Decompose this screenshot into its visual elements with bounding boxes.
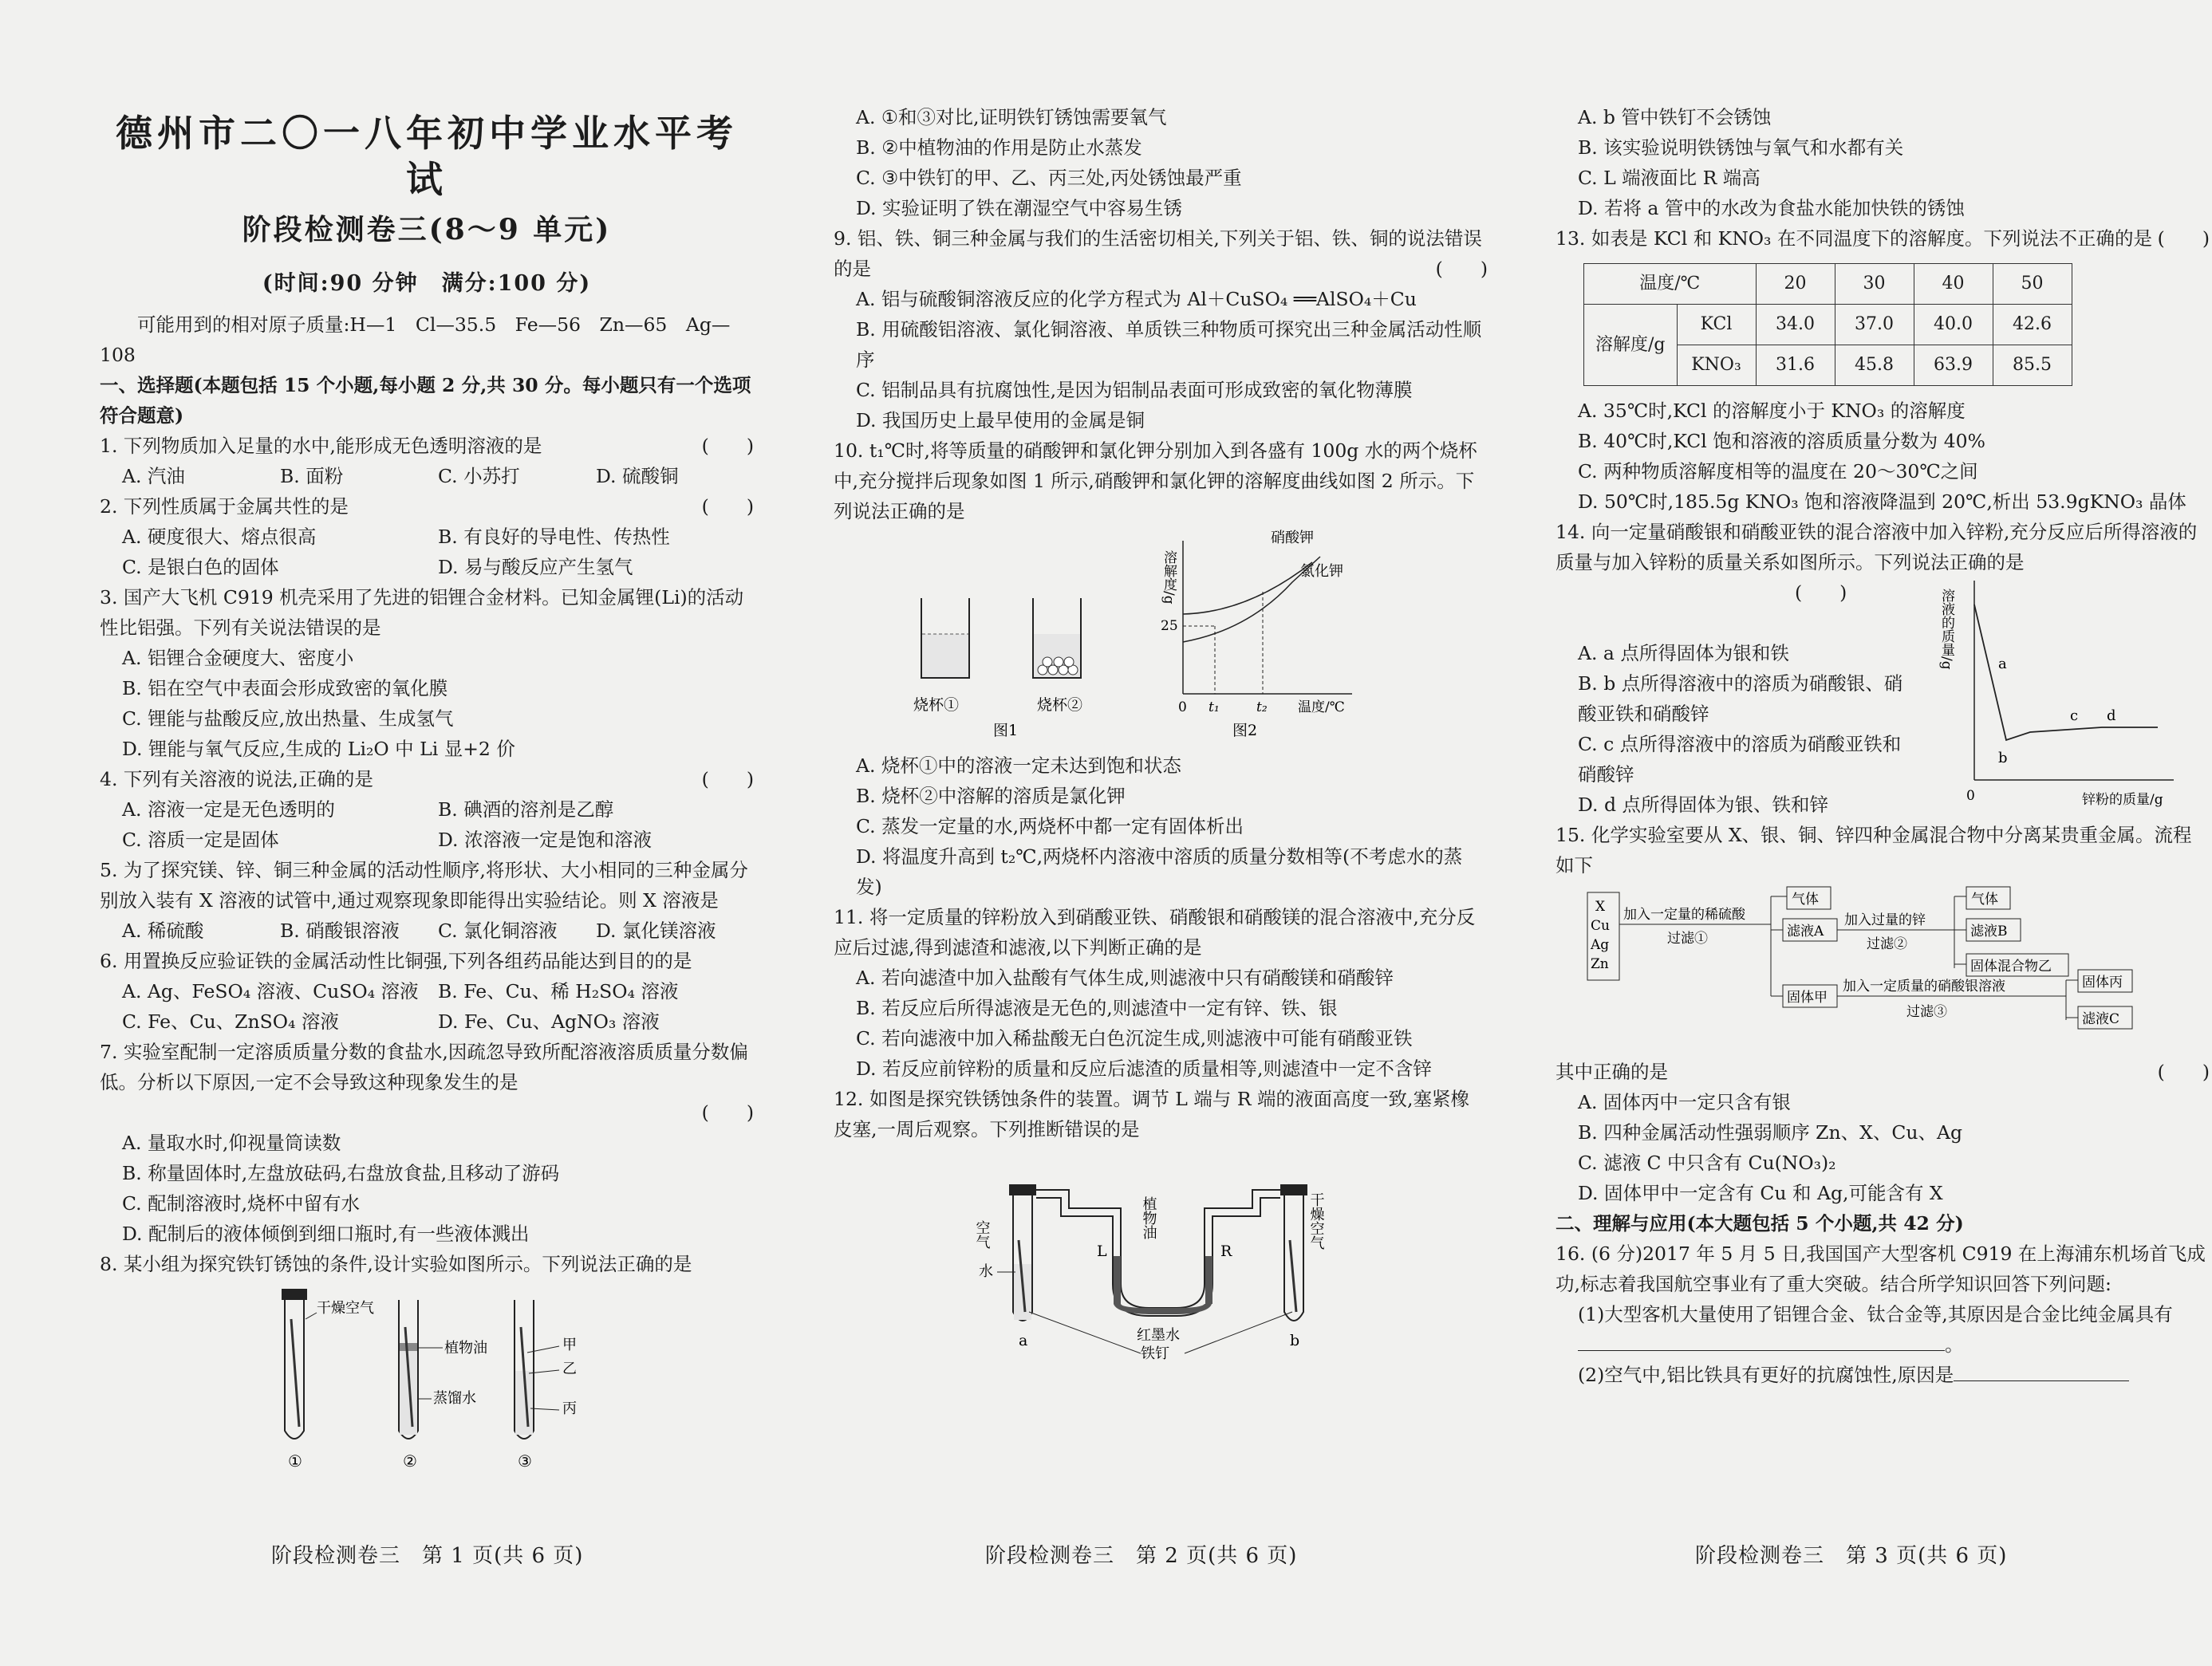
atomic-masses: 可能用到的相对原子质量:H—1 Cl—35.5 Fe—56 Zn—65 Ag—108 [100, 313, 731, 366]
question-stem: 5. 为了探究镁、锌、铜三种金属的活动性顺序,将形状、大小相同的三种金属分别放入装有 X 溶液的试管中,通过观察现象即能得出实验结论。则 X 溶液是 [100, 859, 748, 912]
filter-1-label: 过滤① [1667, 931, 1708, 947]
question-stem: 8. 某小组为探究铁钉锈蚀的条件,设计实验如图所示。下列说法正确的是 [100, 1253, 692, 1275]
option-b: B. 烧杯②中溶解的溶质是氯化钾 [856, 785, 1126, 807]
label-tube-3: ③ [518, 1451, 532, 1471]
test-tube-1 [282, 1289, 307, 1439]
question-16 [1555, 1239, 2210, 1390]
label-a: a [1019, 1332, 1028, 1349]
t2-label: t₂ [1256, 699, 1268, 715]
q12-option-d: D. 若将 a 管中的水改为食盐水能加快铁的锈蚀 [1578, 197, 1965, 219]
question-stem: 2. 下列性质属于金属共性的是 [100, 495, 349, 518]
q8-option-b: B. ②中植物油的作用是防止水蒸发 [856, 136, 1142, 159]
figure-solubility [834, 526, 1488, 742]
table-cell: 40 [1914, 264, 1993, 305]
table-cell: 34.0 [1756, 305, 1835, 345]
mass-curve [1974, 605, 2158, 740]
origin-label: 0 [1178, 699, 1187, 715]
question-12 [834, 1084, 1488, 1369]
figure-zinc-graph [1918, 573, 2190, 820]
option-c: C. 若向滤液中加入稀盐酸无白色沉淀生成,则滤液中可能有硝酸亚铁 [856, 1027, 1413, 1050]
question-part-1: (1)大型客机大量使用了铝锂合金、钛合金等,其原因是合金比纯金属具有 [1578, 1303, 2173, 1325]
option-d: D. d 点所得固体为银、铁和锌 [1578, 794, 1828, 816]
page-footer-2: 阶段检测卷三 第 2 页(共 6 页) [985, 1544, 1298, 1568]
metal-cu: Cu [1591, 918, 1610, 934]
option-b: B. b 点所得溶液中的溶质为硝酸银、硝酸亚铁和硝酸锌 [1578, 672, 1903, 725]
option-b: B. 用硫酸铝溶液、氯化铜溶液、单质铁三种物质可探究出三种金属活动性顺序 [856, 318, 1482, 371]
label-beaker-1: 烧杯① [913, 696, 960, 714]
answer-bracket: ( ) [701, 435, 754, 457]
option-a: A. Ag、FeSO₄ 溶液、CuSO₄ 溶液 [122, 980, 419, 1002]
answer-bracket: ( ) [701, 768, 754, 790]
gas-2: 气体 [1971, 892, 1998, 908]
option-b: B. 有良好的导电性、传热性 [438, 526, 670, 548]
option-d: D. 氯化镁溶液 [596, 920, 716, 942]
option-d: D. 硫酸铜 [596, 465, 679, 487]
filtrate-a: 滤液A [1787, 924, 1824, 939]
label-figure-2: 图2 [1232, 722, 1258, 739]
option-a: A. 铝与硫酸铜溶液反应的化学方程式为 Al＋CuSO₄ ══AlSO₄＋Cu [856, 288, 1417, 310]
table-header-solubility: 溶解度/g [1584, 305, 1678, 386]
option-b: B. 40℃时,KCl 饱和溶液的溶质质量分数为 40% [1578, 430, 1985, 452]
table-cell: 42.6 [1993, 305, 2072, 345]
x-axis-label: 温度/℃ [1298, 699, 1345, 715]
answer-bracket: ( ) [701, 495, 754, 518]
legend-kcl: 氯化钾 [1300, 563, 1343, 580]
question-stem: 12. 如图是探究铁锈蚀条件的装置。调节 L 端与 R 端的液面高度一致,塞紧橡皮塞,一周后观察。下列推断错误的是 [834, 1088, 1469, 1140]
label-b: b [1290, 1332, 1300, 1349]
metal-x: X [1595, 899, 1606, 915]
point-c: c [2070, 707, 2079, 724]
label-figure-1: 图1 [993, 722, 1019, 739]
table-cell: 40.0 [1914, 305, 1993, 345]
option-a: A. 溶液一定是无色透明的 [122, 798, 335, 821]
section-1-heading: 一、选择题(本题包括 15 个小题,每小题 2 分,共 30 分。每小题只有一个选项符合题意) [100, 374, 751, 427]
q8-option-c: C. ③中铁钉的甲、乙、丙三处,丙处锈蚀最严重 [856, 167, 1242, 189]
question-6 [100, 946, 754, 1037]
question-stem: 7. 实验室配制一定溶质质量分数的食盐水,因疏忽导致所配溶液溶质质量分数偏低。分析以下原因,一定不会导致这种现象发生的是 [100, 1041, 748, 1093]
option-b: B. 若反应后所得滤液是无色的,则滤渣中一定有锌、铁、银 [856, 997, 1338, 1019]
answer-bracket: ( ) [2157, 227, 2210, 250]
origin-label: 0 [1966, 788, 1975, 804]
option-b: B. 面粉 [280, 465, 344, 487]
question-stem: 10. t₁℃时,将等质量的硝酸钾和氯化钾分别加入到各盛有 100g 水的两个烧杯中,充分搅拌后现象如图 1 所示,硝酸钾和氯化钾的溶解度曲线如图 2 所示。下列说法正确的是 [834, 439, 1477, 522]
option-c: C. 滤液 C 中只含有 Cu(NO₃)₂ [1578, 1152, 1836, 1174]
option-d: D. 我国历史上最早使用的金属是铜 [856, 409, 1145, 431]
option-d: D. 配制后的液体倾倒到细口瓶时,有一些液体溅出 [122, 1223, 530, 1245]
option-d: D. 易与酸反应产生氢气 [438, 556, 633, 578]
question-8 [100, 1249, 754, 1487]
step-3-label: 加入一定质量的硝酸银溶液 [1843, 979, 2005, 994]
option-a: A. 若向滤渣中加入盐酸有气体生成,则滤液中只有硝酸镁和硝酸锌 [856, 967, 1394, 989]
period: 。 [1945, 1333, 1964, 1356]
question-10 [834, 435, 1488, 902]
point-b: b [1998, 750, 2008, 766]
filter-2-label: 过滤② [1867, 936, 1907, 952]
answer-bracket: ( ) [1795, 581, 1847, 604]
label-jia: 甲 [562, 1337, 577, 1353]
option-a: A. a 点所得固体为银和铁 [1578, 642, 1789, 664]
option-c: C. Fe、Cu、ZnSO₄ 溶液 [122, 1010, 339, 1033]
option-b: B. 碘酒的溶剂是乙醇 [438, 798, 614, 821]
q12-option-a: A. b 管中铁钉不会锈蚀 [1578, 106, 1772, 128]
question-stem: 11. 将一定质量的锌粉放入到硝酸亚铁、硝酸银和硝酸镁的混合溶液中,充分反应后过滤,得到滤渣和滤液,以下判断正确的是 [834, 906, 1476, 959]
option-c: C. 锂能与盐酸反应,放出热量、生成氢气 [122, 707, 454, 730]
filtrate-c: 滤液C [2082, 1011, 2120, 1027]
option-d: D. 浓溶液一定是饱和溶液 [438, 829, 652, 851]
label-air: 空气 [973, 1220, 991, 1249]
solubility-table [1583, 263, 2072, 386]
question-7 [100, 1037, 754, 1249]
option-d: D. 50℃时,185.5g KNO₃ 饱和溶液降温到 20℃,析出 53.9gKNO₃ 晶体 [1578, 490, 2186, 513]
table-row [1584, 305, 2072, 345]
label-dry-air: 干燥空气 [1307, 1192, 1325, 1250]
t1-label: t₁ [1209, 699, 1220, 715]
option-a: A. 固体丙中一定只含有银 [1578, 1091, 1791, 1113]
answer-bracket: ( ) [701, 1101, 754, 1124]
point-a: a [1998, 656, 2007, 672]
label-red-ink: 红墨水 [1137, 1327, 1180, 1344]
option-c: C. 是银白色的固体 [122, 556, 279, 578]
question-stem: 9. 铝、铁、铜三种金属与我们的生活密切相关,下列关于铝、铁、铜的说法错误的是 [834, 227, 1482, 280]
section-2-heading: 二、理解与应用(本大题包括 5 个小题,共 42 分) [1555, 1212, 1964, 1235]
q8-option-a: A. ①和③对比,证明铁钉锈蚀需要氧气 [856, 106, 1167, 128]
point-d: d [2107, 707, 2116, 724]
table-cell: 31.6 [1756, 345, 1835, 386]
option-c: C. 配制溶液时,烧杯中留有水 [122, 1192, 361, 1215]
answer-bracket: ( ) [1435, 258, 1488, 280]
filter-3-label: 过滤③ [1906, 1004, 1947, 1020]
table-row [1584, 264, 2072, 305]
question-5 [100, 855, 754, 946]
option-b: B. 四种金属活动性强弱顺序 Zn、X、Cu、Ag [1578, 1121, 1963, 1144]
table-row-label: KCl [1677, 305, 1756, 345]
label-R: R [1220, 1243, 1232, 1260]
question-lead: 其中正确的是 [1555, 1061, 1668, 1083]
option-c: C. 小苏打 [438, 465, 520, 487]
solid-jia: 固体甲 [1787, 990, 1828, 1006]
table-cell: 37.0 [1835, 305, 1914, 345]
page-3 [1555, 102, 2210, 1390]
page-2 [834, 102, 1488, 1369]
kcl-curve [1183, 562, 1312, 614]
label-beaker-2: 烧杯② [1037, 696, 1083, 714]
metal-zn: Zn [1591, 956, 1609, 972]
solid-mix-yi: 固体混合物乙 [1970, 959, 2052, 975]
label-water: 水 [979, 1263, 993, 1280]
y-tick-25: 25 [1161, 618, 1178, 634]
page-footer-3: 阶段检测卷三 第 3 页(共 6 页) [1695, 1544, 2008, 1568]
answer-bracket: ( ) [2157, 1061, 2210, 1083]
option-d: D. Fe、Cu、AgNO₃ 溶液 [438, 1010, 660, 1033]
option-a: A. 稀硫酸 [122, 920, 204, 942]
exam-time: (时间:90 分钟 满分:100 分) [262, 271, 592, 296]
option-a: A. 汽油 [122, 465, 185, 487]
option-a: A. 铝锂合金硬度大、密度小 [122, 647, 354, 669]
option-c: C. 铝制品具有抗腐蚀性,是因为铝制品表面可形成致密的氧化物薄膜 [856, 379, 1413, 401]
figure-u-tube [834, 1144, 1488, 1360]
question-3 [100, 582, 754, 764]
option-b: B. 铝在空气中表面会形成致密的氧化膜 [122, 677, 448, 699]
q12-option-c: C. L 端液面比 R 端高 [1578, 167, 1761, 189]
table-cell: 20 [1756, 264, 1835, 305]
label-yi: 乙 [562, 1361, 577, 1377]
question-stem: 4. 下列有关溶液的说法,正确的是 [100, 768, 373, 790]
label-plant-oil: 植物油 [444, 1340, 487, 1357]
label-nail: 铁钉 [1141, 1345, 1169, 1360]
option-d: D. 锂能与氧气反应,生成的 Li₂O 中 Li 显+2 价 [122, 738, 515, 760]
answer-blank[interactable] [1578, 1333, 1945, 1351]
label-L: L [1097, 1243, 1107, 1260]
label-tube-2: ② [403, 1451, 417, 1471]
metal-ag: Ag [1591, 937, 1610, 953]
question-stem: 6. 用置换反应验证铁的金属活动性比铜强,下列各组药品能达到目的的是 [100, 950, 692, 972]
option-a: A. 35℃时,KCl 的溶解度小于 KNO₃ 的溶解度 [1578, 400, 1966, 422]
option-c: C. c 点所得溶液中的溶质为硝酸亚铁和硝酸锌 [1578, 733, 1902, 786]
table-cell: 63.9 [1914, 345, 1993, 386]
option-c: C. 氯化铜溶液 [438, 920, 558, 942]
question-stem: 16. (6 分)2017 年 5 月 5 日,我国国产大型客机 C919 在上海浦东机场首飞成功,标志着我国航空事业有了重大突破。结合所学知识回答下列问题: [1555, 1243, 2206, 1295]
legend-kno3: 硝酸钾 [1271, 530, 1314, 546]
question-stem: 13. 如表是 KCl 和 KNO₃ 在不同温度下的溶解度。下列说法不正确的是 [1555, 227, 2152, 250]
solid-bing: 固体丙 [2082, 975, 2123, 991]
step-2-label: 加入过量的锌 [1844, 912, 1926, 928]
option-d: D. 将温度升高到 t₂℃,两烧杯内溶液中溶质的质量分数相等(不考虑水的蒸发) [856, 845, 1463, 898]
question-15 [1555, 820, 2210, 1208]
gas-1: 气体 [1792, 892, 1819, 908]
table-cell: 85.5 [1993, 345, 2072, 386]
figure-rusting-test-tubes [100, 1279, 754, 1479]
question-14 [1555, 517, 2210, 820]
table-cell: 50 [1993, 264, 2072, 305]
y-axis-label: 溶解度/g [1161, 550, 1177, 605]
table-cell: 30 [1835, 264, 1914, 305]
page-footer-1: 阶段检测卷三 第 1 页(共 6 页) [271, 1544, 584, 1568]
question-part-2: (2)空气中,铝比铁具有更好的抗腐蚀性,原因是 [1578, 1364, 1954, 1386]
question-stem: 3. 国产大飞机 C919 机壳采用了先进的铝锂合金材料。已知金属锂(Li)的活动性比铝强。下列有关说法错误的是 [100, 586, 744, 639]
option-d: D. 固体甲中一定含有 Cu 和 Ag,可能含有 X [1578, 1182, 1943, 1204]
answer-blank[interactable] [1954, 1363, 2129, 1381]
question-stem: 1. 下列物质加入足量的水中,能形成无色透明溶液的是 [100, 435, 542, 457]
question-stem: 15. 化学实验室要从 X、银、铜、锌四种金属混合物中分离某贵重金属。流程如下 [1555, 824, 2192, 876]
label-bing: 丙 [562, 1400, 577, 1417]
question-1 [100, 431, 754, 491]
question-2 [100, 491, 754, 582]
option-b: B. Fe、Cu、稀 H₂SO₄ 溶液 [438, 980, 679, 1002]
label-tube-1: ① [288, 1451, 302, 1471]
option-c: C. 溶质一定是固体 [122, 829, 279, 851]
y-axis-label: 溶液的质量/g [1938, 589, 1954, 670]
question-11 [834, 902, 1488, 1084]
page-1 [100, 96, 754, 1487]
exam-subtitle: 阶段检测卷三(8～9 单元) [242, 213, 612, 246]
question-stem: 14. 向一定量硝酸银和硝酸亚铁的混合溶液中加入锌粉,充分反应后所得溶液的质量与加入锌粉的质量关系如图所示。下列说法正确的是 [1555, 521, 2198, 573]
test-tube-3 [515, 1300, 534, 1439]
q8-option-d: D. 实验证明了铁在潮湿空气中容易生锈 [856, 197, 1182, 219]
option-b: B. 硝酸银溶液 [280, 920, 400, 942]
step-1-label: 加入一定量的稀硫酸 [1623, 907, 1745, 923]
option-c: C. 两种物质溶解度相等的温度在 20～30℃之间 [1578, 460, 1978, 482]
option-d: D. 若反应前锌粉的质量和反应后滤渣的质量相等,则滤渣中一定不含锌 [856, 1057, 1432, 1080]
option-c: C. 蒸发一定量的水,两烧杯中都一定有固体析出 [856, 815, 1244, 837]
label-dry-air: 干燥空气 [317, 1300, 374, 1317]
label-plant-oil: 植物油 [1140, 1196, 1157, 1239]
beaker-2 [1033, 598, 1081, 678]
figure-separation-flow [1555, 880, 2210, 1032]
q12-option-b: B. 该实验说明铁锈蚀与氧气和水都有关 [1578, 136, 1904, 159]
table-row-label: KNO₃ [1677, 345, 1756, 386]
test-tube-2 [399, 1300, 418, 1439]
filtrate-b: 滤液B [1970, 924, 2008, 939]
table-header-temp: 温度/℃ [1584, 264, 1757, 305]
option-a: A. 硬度很大、熔点很高 [122, 526, 317, 548]
option-b: B. 称量固体时,左盘放砝码,右盘放食盐,且移动了游码 [122, 1162, 560, 1184]
question-9 [834, 223, 1488, 435]
question-4 [100, 764, 754, 855]
table-cell: 45.8 [1835, 345, 1914, 386]
exam-title: 德州市二〇一八年初中学业水平考试 [116, 112, 738, 201]
option-a: A. 烧杯①中的溶液一定未达到饱和状态 [856, 754, 1181, 777]
x-axis-label: 锌粉的质量/g [2082, 792, 2163, 808]
beaker-1 [921, 598, 969, 678]
option-a: A. 量取水时,仰视量筒读数 [122, 1132, 341, 1154]
label-distilled-water: 蒸馏水 [433, 1390, 476, 1407]
question-13 [1555, 223, 2210, 517]
